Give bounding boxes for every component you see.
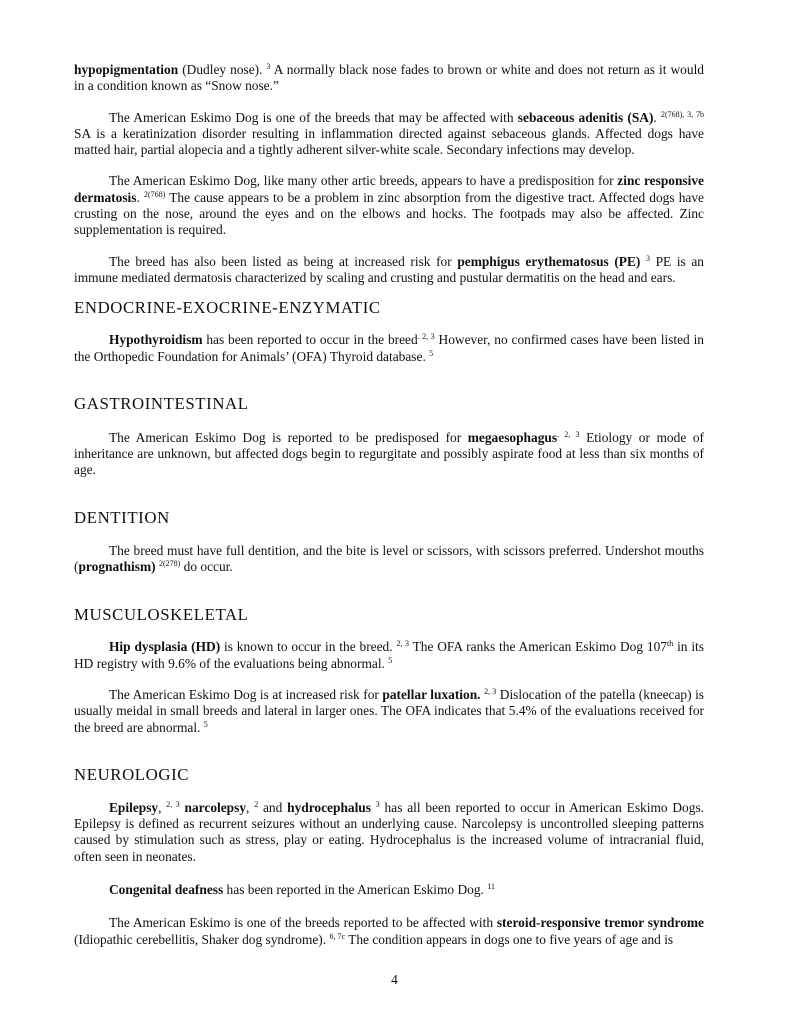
paragraph-megaesophagus: The American Eskimo Dog is reported to be predisposed for megaesophagus$^{. 2, 3}$ Etiology or mode of inheritance are unknown, but affected dogs begin to regurgitate and possibly aspirate food at less than six months of age. (74, 429, 704, 478)
document-page (74, 62, 704, 948)
heading-dentition: DENTITION (74, 507, 170, 527)
paragraph-epilepsy: Epilepsy, $^{2, 3}$ narcolepsy, $^2$ and hydrocephalus $^3$ has all been reported to occur in American Eskimo Dogs. Epilepsy is defined as recurrent seizures without an underlying cause. Narcolepsy is uncontrolled sleeping patterns caused by stimulation such as stress, play or eating. Hydrocephalus is the increased volume of intracranial fluid, often seen in neonates. (74, 799, 704, 864)
heading-gastrointestinal: GASTROINTESTINAL (74, 393, 249, 413)
paragraph-pemphigus: The breed has also been listed as being at increased risk for pemphigus erythematosus (PE) $^3$ PE is an immune mediated dermatosis characterized by scaling and crusting and pustular dermatitis on the head and ears. (74, 253, 704, 285)
paragraph-tremor-syndrome: The American Eskimo is one of the breeds reported to be affected with steroid-responsive tremor syndrome (Idiopathic cerebellitis, Shaker dog syndrome). $^{6, 7c}$ The condition appears in dogs one to five years of age and is (74, 915, 704, 947)
paragraph-zinc-dermatosis: The American Eskimo Dog, like many other artic breeds, appears to have a predisposition for zinc responsive dermatosis. $^{2(768)}$ The cause appears to be a problem in zinc absorption from the digestive tract. Affected dogs have crusting on the nose, around the eyes and on the elbows and hocks. The footpads may also be affected. Zinc supplementation is required. (74, 173, 704, 238)
paragraph-dudley-nose: hypopigmentation (Dudley nose). $^3$ A normally black nose fades to brown or white and does not return as it would in a condition known as “Snow nose.” (74, 62, 704, 94)
paragraph-sebaceous-adenitis: The American Eskimo Dog is one of the breeds that may be affected with sebaceous adenitis (SA). $^{2(768), 3, 7b}$ SA is a keratinization disorder resulting in inflammation directed against sebaceous glands. Affected dogs have matted hair, partial alopecia and a tightly adherent silver-white scale. Secondary infections may develop. (74, 109, 704, 158)
paragraph-hypothyroidism: Hypothyroidism has been reported to occur in the breed$^{. 2, 3}$ However, no confirmed cases have been listed in the Orthopedic Foundation for Animals’ (OFA) Thyroid database. $^5$ (74, 332, 704, 364)
heading-musculoskeletal: MUSCULOSKELETAL (74, 605, 249, 625)
paragraph-dentition: The breed must have full dentition, and the bite is level or scissors, with scissors preferred. Undershot mouths (prognathism) $^{2(278)}$ do occur. (74, 542, 704, 575)
paragraph-congenital-deafness: Congenital deafness has been reported in the American Eskimo Dog. $^{11}$ (109, 882, 495, 898)
page-number: 4 (391, 972, 398, 987)
paragraph-patellar-luxation: The American Eskimo Dog is at increased risk for patellar luxation. $^{2, 3}$ Dislocation of the patella (kneecap) is usually meidal in small breeds and lateral in larger ones. The OFA indicates that 5.4% of the evaluations received for the breed are abnormal. $^5$ (74, 686, 705, 735)
heading-endocrine: ENDOCRINE-EXOCRINE-ENZYMATIC (74, 298, 381, 318)
heading-neurologic: NEUROLOGIC (74, 764, 190, 784)
paragraph-hip-dysplasia: Hip dysplasia (HD) is known to occur in the breed. $^{2, 3}$ The OFA ranks the American Eskimo Dog 107th in its HD registry with 9.6% of the evaluations being abnormal. $^5$ (74, 639, 704, 671)
